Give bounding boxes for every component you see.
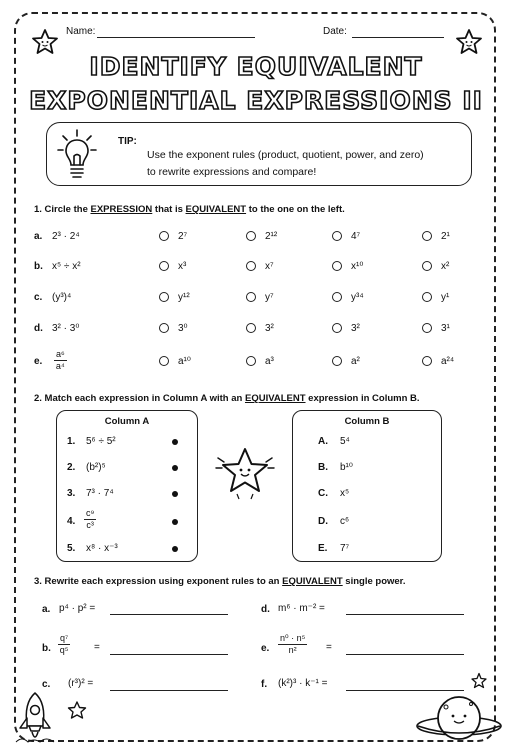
- colA-fraction: $\frac{\text{c⁹}}{\text{c³}}$: [86, 508, 95, 530]
- answer-blank[interactable]: [346, 654, 464, 655]
- colA-number: 3.: [67, 488, 76, 499]
- section3-heading: 3. Rewrite each expression using exponent rules to an EQUIVALENT single power.: [34, 576, 406, 587]
- item-letter: d.: [261, 604, 270, 615]
- date-field[interactable]: [352, 37, 444, 38]
- choice-circle[interactable]: [332, 231, 342, 241]
- choice-circle[interactable]: [422, 292, 432, 302]
- choice-label: x¹⁰: [351, 261, 364, 272]
- row-expression: 2³ · 2⁴: [52, 231, 80, 242]
- choice-label: y³⁴: [351, 292, 364, 303]
- page-title-line1: IDENTIFY EQUIVALENT: [89, 52, 423, 81]
- row-expression: 3² · 3⁰: [52, 323, 80, 334]
- choice-circle[interactable]: [159, 323, 169, 333]
- star-icon: [470, 672, 488, 690]
- match-dot[interactable]: [172, 465, 178, 471]
- colA-expression: 5⁶ ÷ 5²: [86, 436, 116, 447]
- fraction-expression: $\frac{\text{a⁶}}{\text{a⁴}}$: [55, 349, 65, 371]
- item-letter: e.: [261, 643, 270, 654]
- choice-circle[interactable]: [422, 231, 432, 241]
- answer-blank[interactable]: [110, 614, 228, 615]
- choice-circle[interactable]: [246, 323, 256, 333]
- column-b-title: Column B: [344, 416, 390, 427]
- choice-circle[interactable]: [246, 292, 256, 302]
- choice-circle[interactable]: [422, 261, 432, 271]
- choice-label: 3⁰: [178, 323, 188, 334]
- row-letter: e.: [34, 356, 43, 367]
- choice-circle[interactable]: [159, 261, 169, 271]
- column-a-title: Column A: [104, 416, 150, 427]
- item-expression: p⁴ · p² =: [59, 603, 96, 614]
- match-dot[interactable]: [172, 491, 178, 497]
- colB-expression: 5⁴: [340, 436, 350, 447]
- column-a-box: [56, 410, 198, 562]
- choice-label: y¹: [441, 292, 450, 303]
- item-letter: a.: [42, 604, 51, 615]
- match-dot[interactable]: [172, 519, 178, 525]
- page-title-line2: EXPONENTIAL EXPRESSIONS II: [29, 86, 483, 115]
- choice-circle[interactable]: [159, 292, 169, 302]
- match-dot[interactable]: [172, 546, 178, 552]
- name-field[interactable]: [97, 37, 255, 38]
- row-expression: x⁵ ÷ x²: [52, 261, 81, 272]
- row-letter: d.: [34, 323, 43, 334]
- choice-circle[interactable]: [159, 231, 169, 241]
- item-expression: (r³)² =: [68, 678, 94, 689]
- colB-expression: c⁶: [340, 516, 350, 527]
- item-fraction: $\frac{\text{n⁰ · n⁵}}{\text{n²}}$: [280, 633, 306, 655]
- choice-label: 3¹: [441, 323, 450, 334]
- equals-sign: =: [326, 642, 332, 653]
- item-letter: b.: [42, 643, 51, 654]
- item-letter: c.: [42, 679, 51, 690]
- colA-expression: 7³ · 7⁴: [86, 488, 114, 499]
- colA-expression: (b²)⁵: [86, 462, 106, 473]
- colB-letter: D.: [318, 516, 328, 527]
- item-expression: (k²)³ · k⁻¹ =: [278, 678, 328, 689]
- date-label: Date:: [323, 26, 347, 37]
- answer-blank[interactable]: [346, 614, 464, 615]
- choice-label: 2⁷: [178, 231, 188, 242]
- choice-circle[interactable]: [332, 261, 342, 271]
- section1-heading: 1. Circle the EXPRESSION that is EQUIVALENT to the one on the left.: [34, 204, 345, 215]
- smiling-star-icon: [214, 444, 276, 504]
- item-expression: m⁶ · m⁻² =: [278, 603, 325, 614]
- name-label: Name:: [66, 26, 96, 37]
- column-b-box: [292, 410, 442, 562]
- choice-circle[interactable]: [332, 292, 342, 302]
- choice-label: a²⁴: [441, 356, 455, 367]
- choice-label: y¹²: [178, 292, 190, 303]
- planet-icon: [414, 690, 504, 746]
- choice-label: 3²: [351, 323, 360, 334]
- question-row-e: [0, 356, 512, 376]
- colA-number: 4.: [67, 516, 76, 527]
- rocket-icon: [12, 690, 58, 748]
- choice-circle[interactable]: [422, 356, 432, 366]
- choice-circle[interactable]: [159, 356, 169, 366]
- colA-number: 1.: [67, 436, 76, 447]
- choice-circle[interactable]: [246, 261, 256, 271]
- choice-label: 4⁷: [351, 231, 361, 242]
- question-row-c: [0, 292, 512, 312]
- colB-expression: 7⁷: [340, 543, 350, 554]
- row-letter: c.: [34, 292, 43, 303]
- choice-label: x³: [178, 261, 187, 272]
- question-row-b: [0, 261, 512, 281]
- choice-label: x⁷: [265, 261, 274, 272]
- item-fraction: $\frac{\text{q⁷}}{\text{q⁵}}$: [59, 633, 69, 655]
- colB-expression: b¹⁰: [340, 462, 353, 473]
- choice-label: a¹⁰: [178, 356, 191, 367]
- row-letter: a.: [34, 231, 43, 242]
- choice-label: 2¹²: [265, 231, 278, 242]
- row-expression: (y³)⁴: [52, 292, 72, 303]
- match-dot[interactable]: [172, 439, 178, 445]
- choice-label: a³: [265, 356, 274, 367]
- tip-text-line1: Use the exponent rules (product, quotient, power, and zero): [147, 149, 424, 161]
- question-row-d: [0, 323, 512, 343]
- colB-letter: B.: [318, 462, 328, 473]
- choice-circle[interactable]: [422, 323, 432, 333]
- tip-label: TIP:: [118, 136, 137, 147]
- answer-blank[interactable]: [110, 690, 228, 691]
- choice-label: 3²: [265, 323, 274, 334]
- choice-label: x²: [441, 261, 450, 272]
- equals-sign: =: [94, 642, 100, 653]
- item-letter: f.: [261, 679, 268, 690]
- colA-number: 5.: [67, 543, 76, 554]
- colB-letter: C.: [318, 488, 328, 499]
- answer-blank[interactable]: [110, 654, 228, 655]
- choice-label: 2¹: [441, 231, 450, 242]
- star-icon: [66, 700, 88, 720]
- choice-circle[interactable]: [246, 231, 256, 241]
- tip-text-line2: to rewrite expressions and compare!: [147, 166, 317, 178]
- question-row-a: [0, 231, 512, 251]
- colB-letter: E.: [318, 543, 328, 554]
- colA-number: 2.: [67, 462, 76, 473]
- row-letter: b.: [34, 261, 43, 272]
- choice-label: y⁷: [265, 292, 274, 303]
- choice-circle[interactable]: [332, 356, 342, 366]
- choice-circle[interactable]: [332, 323, 342, 333]
- colA-expression: x⁸ · x⁻³: [86, 543, 118, 554]
- choice-label: a²: [351, 356, 360, 367]
- colB-expression: x⁵: [340, 488, 350, 499]
- section2-heading: 2. Match each expression in Column A with an EQUIVALENT expression in Column B.: [34, 393, 420, 404]
- lightbulb-icon: [56, 128, 98, 182]
- colB-letter: A.: [318, 436, 328, 447]
- choice-circle[interactable]: [246, 356, 256, 366]
